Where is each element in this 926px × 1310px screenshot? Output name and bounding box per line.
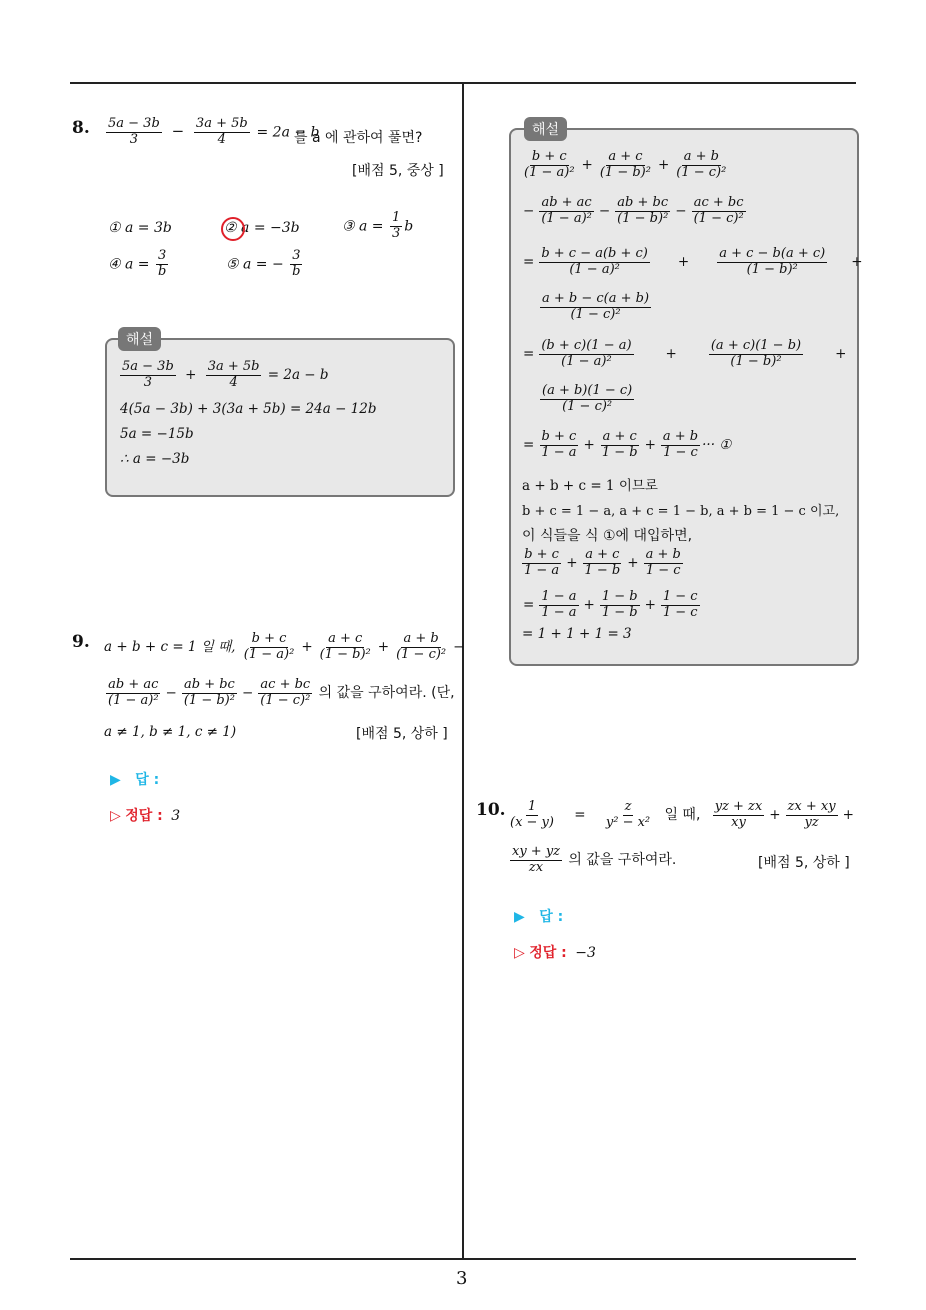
q9-number: 9. (72, 632, 90, 652)
q8-choice-5[interactable]: ⑤ a = − $\frac{3}{b}$ (226, 248, 301, 279)
q9-condition-2: a ≠ 1, b ≠ 1, c ≠ 1) (104, 724, 237, 740)
q9-grade: [배점 5, 상하 ] (356, 726, 448, 742)
q8-choice-3[interactable]: ③ a = $\frac{1}{3}$ b (342, 210, 414, 241)
q8-grade: [배점 5, 중상 ] (352, 163, 444, 179)
q8-sol-line-1: $\frac{5a - 3b}{3}$ + $\frac{3a + 5b}{4}$ = 2a − b (122, 359, 329, 390)
selected-answer-circle (221, 217, 245, 241)
q10-number: 10. (476, 800, 506, 820)
play-arrow-icon: ▶ (110, 772, 121, 788)
q8-choice-2[interactable]: ② a = −3b (224, 220, 300, 236)
sol9-row-2: − $\frac{ab + ac}{\text{(1 − a)²}}$ − $\frac{ab + bc}{\text{(1 − b)²}}$ − $\frac{ac + bc}{\text{(1 − c)²}}$ (523, 195, 744, 226)
outline-arrow-icon: ▷ (514, 945, 525, 961)
q8-equation: $\frac{5a - 3b}{3}$ − $\frac{3a + 5b}{4}$ = 2a − b (108, 116, 320, 147)
sol9-line-8: a + b + c = 1 이므로 (522, 478, 658, 494)
q9-answer-row: ▶ 답 : (110, 772, 160, 788)
sol9-row-3: = $\frac{b + c - a(b + c)}{\text{(1 − a)²}}$ + $\frac{a + c - b(a + c)}{\text{(1 − b)²}}$ + (523, 246, 863, 277)
bottom-rule (70, 1258, 856, 1260)
q9-correct-row: ▷ 정답 : 3 (110, 808, 181, 824)
q9-solution-tag: 해설 (524, 117, 567, 141)
play-arrow-icon: ▶ (514, 909, 525, 925)
sol9-line-10: 이 식들을 식 ①에 대입하면, (522, 528, 693, 544)
sol9-line-9: b + c = 1 − a, a + c = 1 − b, a + b = 1 − c 이고, (522, 504, 840, 519)
q8-sol-line-4: ∴ a = −3b (120, 451, 190, 467)
q8-sol-line-2: 4(5a − 3b) + 3(3a + 5b) = 24a − 12b (120, 401, 377, 417)
q8-sol-line-3: 5a = −15b (120, 426, 194, 442)
q10-grade: [배점 5, 상하 ] (758, 855, 850, 871)
sol9-row-6: $\frac{(a + b)(1 - c)}{\text{(1 − c)²}}$ (542, 383, 633, 414)
sol9-row-5: = $\frac{(b + c)(1 - a)}{\text{(1 − a)²}}$ + $\frac{(a + c)(1 - b)}{\text{(1 − b)²}}$ + (523, 338, 847, 369)
q10-line-2: $\frac{xy + yz}{zx}$ 의 값을 구하여라. (512, 844, 677, 875)
q8-choice-4[interactable]: ④ a = $\frac{3}{b}$ (108, 248, 167, 279)
sol9-line-13: = 1 + 1 + 1 = 3 (522, 626, 632, 642)
outline-arrow-icon: ▷ (110, 808, 121, 824)
q10-answer-row: ▶ 답 : (514, 909, 564, 925)
sol9-row-11: $\frac{b + c}{1 - a}$ + $\frac{a + c}{1 - b}$ + $\frac{a + b}{1 - c}$ (524, 547, 681, 578)
sol9-row-1: $\frac{b + c}{\text{(1 − a)²}}$ + $\frac{a + c}{\text{(1 − b)²}}$ + $\frac{a + b}{\text{(1 − c)²}}$ (524, 149, 727, 180)
q8-choice-1[interactable]: ① a = 3b (108, 220, 172, 236)
sol9-row-7: = $\frac{b + c}{1 - a}$ + $\frac{a + c}{1 - b}$ + $\frac{a + b}{1 - c}$ ··· ① (523, 429, 732, 460)
page-number: 3 (456, 1268, 468, 1289)
sol9-row-4: $\frac{a + b - c(a + b)}{\text{(1 − c)²}}$ (542, 291, 650, 322)
q10-line-1: $\frac{1}{(x - y)}$ = $\frac{z}{\text{y² − x²}}$ 일 때, $\frac{yz + zx}{xy}$ + $\frac{zx + xy}{yz}$ + (510, 799, 854, 830)
q8-number: 8. (72, 118, 90, 138)
q10-correct-row: ▷ 정답 : −3 (514, 945, 596, 961)
sol9-row-12: = $\frac{1 - a}{1 - a}$ + $\frac{1 - b}{1 - b}$ + $\frac{1 - c}{1 - c}$ (523, 589, 698, 620)
q9-line-1: a + b + c = 1 일 때, $\frac{b + c}{\text{(1 − a)²}}$ + $\frac{a + c}{\text{(1 − b)²}}$ + $\frac{a + b}{\text{(1 − c)²}}$ − (104, 631, 465, 662)
column-divider (462, 84, 464, 1259)
q8-solution-tag: 해설 (118, 327, 161, 351)
q9-line-2: $\frac{ab + ac}{\text{(1 − a)²}}$ − $\frac{ab + bc}{\text{(1 − b)²}}$ − $\frac{ac + bc}{\text{(1 − c)²}}$ 의 값을 구하여라. (단, (108, 677, 455, 708)
q8-question-text: 를 a 에 관하여 풀면? (294, 130, 423, 146)
